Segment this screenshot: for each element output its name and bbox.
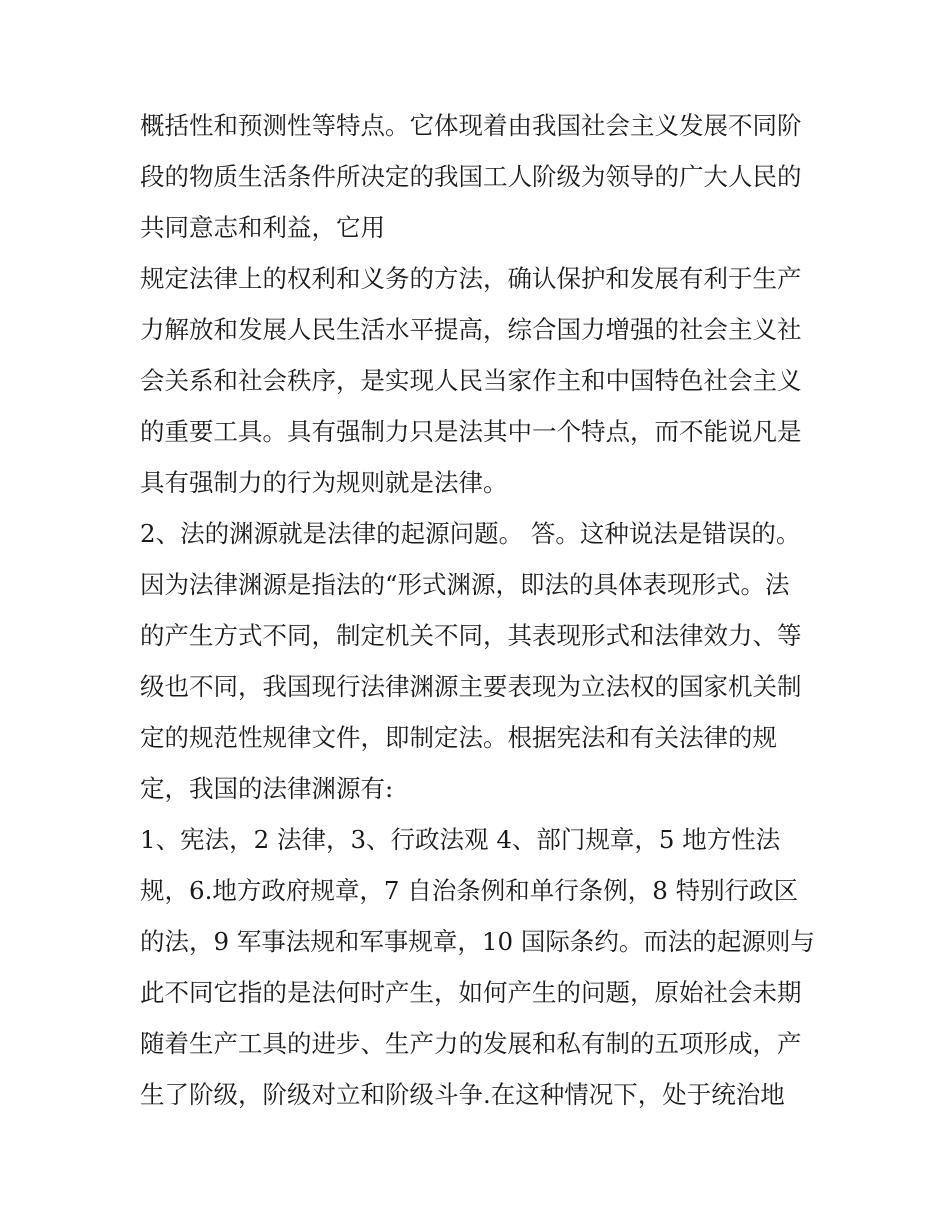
text-line: 2、法的渊源就是法律的起源问题。 答。这种说法是错误的。 — [140, 519, 801, 548]
text-line: 级也不同，我国现行法律渊源主要表现为立法权的国家机关制 — [140, 672, 802, 701]
text-line: 因为法律渊源是指法的“形式渊源，即法的具体表现形式。法 — [140, 570, 790, 599]
text-line: 会关系和社会秩序，是实现人民当家作主和中国特色社会主义 — [140, 366, 802, 395]
text-line: 的重要工具。具有强制力只是法其中一个特点，而不能说凡是 — [140, 417, 802, 446]
text-line: 规定法律上的权利和义务的方法，确认保护和发展有利于生产 — [140, 264, 802, 293]
text-line: 力解放和发展人民生活水平提高，综合国力增强的社会主义社 — [140, 315, 802, 344]
text-line: 生了阶级，阶级对立和阶级斗争.在这种情况下，处于统治地 — [140, 1080, 785, 1109]
text-line: 具有强制力的行为规则就是法律。 — [140, 468, 508, 497]
text-line: 定的规范性规律文件，即制定法。根据宪法和有关法律的规 — [140, 723, 777, 752]
text-line: 共同意志和利益，它用 — [140, 213, 385, 242]
text-line: 1、宪法，2 法律，3、行政法观 4、部门规章，5 地方性法 — [140, 825, 781, 854]
body-text — [140, 104, 820, 1124]
text-line: 定，我国的法律渊源有: — [140, 774, 394, 803]
text-line: 的产生方式不同，制定机关不同，其表现形式和法律效力、等 — [140, 621, 802, 650]
text-line: 的法，9 军事法规和军事规章，10 国际条约。而法的起源则与 — [140, 927, 815, 956]
text-line: 概括性和预测性等特点。它体现着由我国社会主义发展不同阶 — [140, 111, 802, 140]
text-line: 此不同它指的是法何时产生，如何产生的问题，原始社会未期 — [140, 978, 802, 1007]
text-line: 段的物质生活条件所决定的我国工人阶级为领导的广大人民的 — [140, 162, 802, 191]
text-line: 规，6.地方政府规章，7 自治条例和单行条例，8 特别行政区 — [140, 876, 799, 905]
text-line: 随着生产工具的进步、生产力的发展和私有制的五项形成，产 — [140, 1029, 802, 1058]
